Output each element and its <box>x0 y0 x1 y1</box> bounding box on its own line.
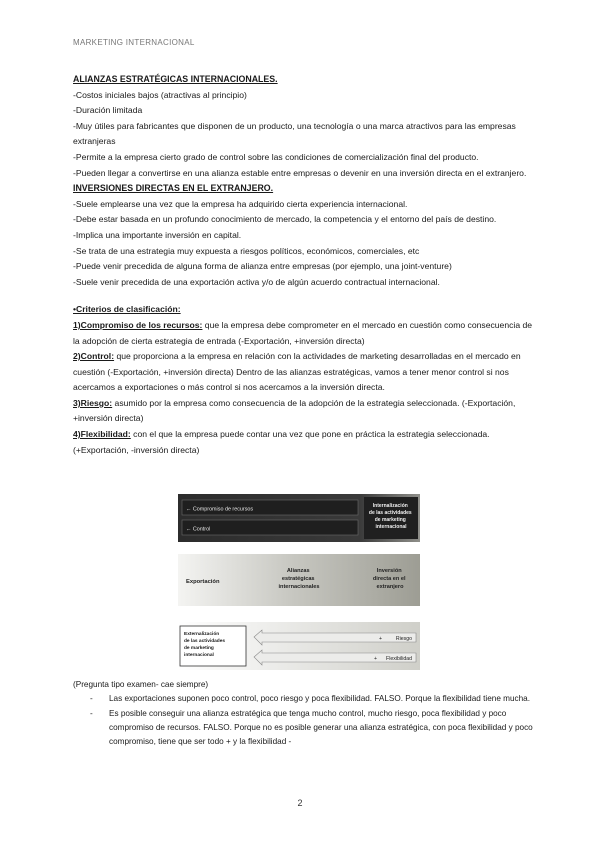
box-line: Internalización <box>372 503 408 509</box>
criteria-text: que la empresa debe comprometer en el mercado en cuestión como consecuencia de la adopción de cierta estrategia de entrada (-Exportación, +inversión directa) <box>73 319 533 346</box>
label-line: internacionales <box>278 584 320 590</box>
label-line: directa en el <box>372 576 406 582</box>
list-item: -Duración limitada <box>73 105 143 116</box>
criteria-label: 1)Compromiso de los recursos: <box>73 319 203 330</box>
exam-notes <box>73 678 533 750</box>
label-line: Alianzas <box>286 568 310 574</box>
list-item: -Implica una importante inversión en capital. <box>73 229 242 240</box>
criteria-text: asumido por la empresa como consecuencia de la adopción de la estrategia seleccionada. (-Exportación, +inversión directa) <box>73 397 516 424</box>
riesgo-label: Riesgo <box>395 636 412 642</box>
list-item: -Debe estar basada en un profundo conocimiento de mercado, la competencia y el entorno del país de destino. <box>73 214 497 225</box>
box-line: internacional <box>375 524 407 530</box>
exportacion-label: Exportación <box>186 579 220 585</box>
criteria-item-compromiso <box>73 318 533 349</box>
list-item: -Costos iniciales bajos (atractivas al principio) <box>73 89 247 100</box>
criteria-label: 2)Control: <box>73 351 115 362</box>
list-item: -Muy útiles para fabricantes que disponen de un producto, una tecnología o una marca atractivos para las empresas extranjeras <box>73 120 516 147</box>
dash-bullet: - <box>90 709 93 718</box>
criteria-item-control <box>73 349 533 396</box>
list-item: -Permite a la empresa cierto grado de control sobre las condiciones de comercialización final del producto. <box>73 151 479 162</box>
plus-sign: + <box>378 636 382 642</box>
flexibilidad-label: Flexibilidad <box>386 656 412 662</box>
list-item: -Suele emplearse una vez que la empresa ha adquirido cierta experiencia internacional. <box>73 198 408 209</box>
arrow-label: ← Control <box>186 526 211 533</box>
inversion-label <box>373 568 407 590</box>
list-item <box>73 692 533 706</box>
running-header: MARKETING INTERNACIONAL <box>73 38 195 47</box>
plus-sign: + <box>373 656 377 662</box>
list-item: -Suele venir precedida de una exportación activa y/o de algún acuerdo contractual internacional. <box>73 276 440 287</box>
criteria-title: •Criterios de clasificación: <box>73 304 181 315</box>
notes-list <box>73 692 533 749</box>
page-number: 2 <box>297 798 303 808</box>
section-heading-inversiones: INVERSIONES DIRECTAS EN EL EXTRANJERO. <box>73 183 274 194</box>
criteria-item-flexibilidad <box>73 427 533 458</box>
section-heading-alianzas: ALIANZAS ESTRATÉGICAS INTERNACIONALES. <box>73 74 278 84</box>
arrow-label: ← Compromiso de recursos <box>186 506 254 513</box>
dash-bullet: - <box>90 694 93 703</box>
internalizacion-text <box>369 503 413 530</box>
list-item <box>73 707 533 749</box>
label-line: Inversión <box>376 568 402 574</box>
main-content <box>73 72 533 458</box>
label-line: extranjero <box>376 584 404 590</box>
criteria-label: 4)Flexibilidad: <box>73 429 131 440</box>
note-text: Las exportaciones suponen poco control, poco riesgo y poca flexibilidad. FALSO. Porque la flexibilidad tiene mucha. <box>109 694 530 703</box>
label-line: estratégicas <box>281 576 315 582</box>
criteria-text: con el que la empresa puede contar una vez que pone en práctica la estrategia seleccionada. (+Exportación, -inversión directa) <box>73 429 490 455</box>
list-item: -Se trata de una estrategia muy expuesta a riesgos políticos, económicos, comerciales, etc <box>73 245 420 256</box>
box-line: Externalización <box>184 632 220 637</box>
criteria-label: 3)Riesgo: <box>73 397 113 408</box>
list-item: -Puede venir precedida de alguna forma de alianza entre empresas (por ejemplo, una joint-venture) <box>73 261 452 272</box>
notes-intro: (Pregunta tipo examen- cae siempre) <box>73 680 209 689</box>
strategy-diagram-svg <box>178 494 420 670</box>
box-line: internacional <box>184 653 214 658</box>
list-item: -Pueden llegar a convertirse en una alianza estable entre empresas o devenir en una inversión directa en el extranjero. <box>73 167 527 178</box>
box-line: de marketing <box>184 646 214 651</box>
criteria-text: que proporciona a la empresa en relación con la actividades de marketing desarrolladas en el mercado en cuestión (-Exportación, +inversión directa) Dentro de las alianzas estratégicas, vamos a tener menor control si nos acercamos a exportaciones o más control si nos acercamos a la inversión directa. <box>73 351 521 393</box>
strategy-diagram <box>178 494 420 670</box>
box-line: de las actividades <box>184 639 226 644</box>
criteria-item-riesgo <box>73 396 533 427</box>
box-line: de marketing <box>374 517 406 523</box>
note-text: Es posible conseguir una alianza estratégica que tenga mucho control, mucho riesgo, poca flexibilidad y poco compromiso de recursos. FALSO. Porque no es posible generar una alianza estratégica, con poca flexibilidad y poco compromiso, tiene que ser todo + y la flexibilidad - <box>109 709 533 746</box>
box-line: de las actividades <box>368 510 412 516</box>
